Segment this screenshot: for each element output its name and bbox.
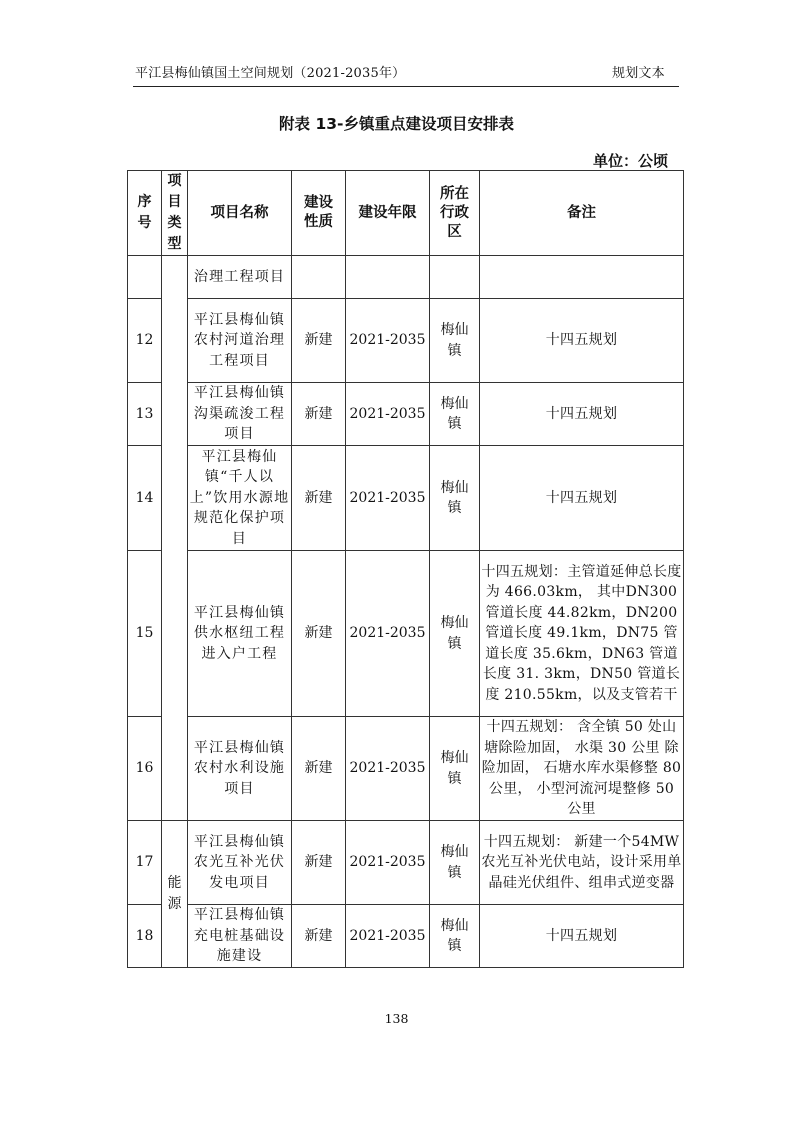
cell-district: 梅仙镇: [430, 717, 480, 821]
table-title: 附表 13-乡镇重点建设项目安排表: [279, 115, 514, 133]
cell-period: [346, 256, 430, 299]
table-header-row: [128, 171, 684, 256]
cell-nature: 新建: [292, 383, 346, 446]
cell-district: 梅仙镇: [430, 446, 480, 551]
cell-nature: 新建: [292, 446, 346, 551]
cell-district: 梅仙镇: [430, 905, 480, 968]
cell-type-water: [162, 256, 188, 821]
cell-seq: 14: [128, 446, 162, 551]
cell-period: 2021-2035: [346, 446, 430, 551]
cell-period: 2021-2035: [346, 383, 430, 446]
cell-name: 治理工程项目: [188, 256, 292, 299]
cell-name: 平江县梅仙镇供水枢纽工程进入户工程: [188, 551, 292, 717]
cell-nature: 新建: [292, 821, 346, 905]
page-number: 138: [384, 1011, 409, 1026]
cell-district: 梅仙镇: [430, 551, 480, 717]
cell-seq: 18: [128, 905, 162, 968]
cell-name: 平江县梅仙镇农村河道治理工程项目: [188, 299, 292, 383]
cell-nature: 新建: [292, 299, 346, 383]
cell-nature: 新建: [292, 551, 346, 717]
cell-name: 平江县梅仙镇农村水利设施项目: [188, 717, 292, 821]
cell-district: 梅仙镇: [430, 821, 480, 905]
table-row: [128, 299, 684, 383]
cell-remark: 十四五规划： 含全镇 50 处山塘除险加固， 水渠 30 公里 除险加固， 石塘水库水渠修整 80 公里， 小型河流河堤整修 50 公里: [480, 717, 684, 821]
cell-type-energy: 能源: [162, 821, 188, 968]
col-header-remark: 备注: [480, 171, 684, 256]
table-row: [128, 717, 684, 821]
cell-remark: 十四五规划: [480, 299, 684, 383]
cell-period: 2021-2035: [346, 717, 430, 821]
table-row: [128, 446, 684, 551]
table-row: [128, 821, 684, 905]
cell-district: 梅仙镇: [430, 299, 480, 383]
cell-seq: 17: [128, 821, 162, 905]
col-header-name: 项目名称: [188, 171, 292, 256]
cell-name: 平江县梅仙镇充电桩基础设施建设: [188, 905, 292, 968]
table-row: [128, 551, 684, 717]
cell-seq: [128, 256, 162, 299]
cell-remark: 十四五规划: [480, 383, 684, 446]
table-row: [128, 256, 684, 299]
table-row: [128, 383, 684, 446]
cell-name: 平江县梅仙镇“千人以上”饮用水源地规范化保护项目: [188, 446, 292, 551]
cell-remark: 十四五规划: [480, 905, 684, 968]
cell-seq: 15: [128, 551, 162, 717]
unit-label: 单位：公顷: [593, 152, 669, 170]
cell-seq: 12: [128, 299, 162, 383]
cell-seq: 16: [128, 717, 162, 821]
cell-district: 梅仙镇: [430, 383, 480, 446]
cell-seq: 13: [128, 383, 162, 446]
project-table: [127, 170, 684, 968]
col-header-district: 所在行政区: [430, 171, 480, 256]
cell-period: 2021-2035: [346, 905, 430, 968]
cell-name: 平江县梅仙镇农光互补光伏发电项目: [188, 821, 292, 905]
header-section-label: 规划文本: [612, 66, 665, 81]
cell-period: 2021-2035: [346, 821, 430, 905]
cell-nature: [292, 256, 346, 299]
cell-remark: 十四五规划： 新建一个54MW 农光互补光伏电站，设计采用单晶硅光伏组件、组串式逆变器: [480, 821, 684, 905]
cell-district: [430, 256, 480, 299]
cell-remark: 十四五规划：主管道延伸总长度为 466.03km， 其中DN300 管道长度 44.82km，DN200 管道长度 49.1km，DN75 管道长度 35.6km，DN63 管道长度 31. 3km，DN50 管道长度 210.55km，以及支管若干: [480, 551, 684, 717]
cell-nature: 新建: [292, 717, 346, 821]
table-row: [128, 905, 684, 968]
cell-name: 平江县梅仙镇沟渠疏浚工程项目: [188, 383, 292, 446]
cell-period: 2021-2035: [346, 551, 430, 717]
cell-remark: 十四五规划: [480, 446, 684, 551]
header-document-title: 平江县梅仙镇国土空间规划（2021-2035年）: [135, 66, 406, 81]
cell-remark: [480, 256, 684, 299]
col-header-type: 项目类型: [162, 171, 188, 256]
cell-period: 2021-2035: [346, 299, 430, 383]
header-divider: [133, 86, 679, 87]
col-header-nature: 建设性质: [292, 171, 346, 256]
col-header-period: 建设年限: [346, 171, 430, 256]
col-header-seq: 序号: [128, 171, 162, 256]
cell-nature: 新建: [292, 905, 346, 968]
